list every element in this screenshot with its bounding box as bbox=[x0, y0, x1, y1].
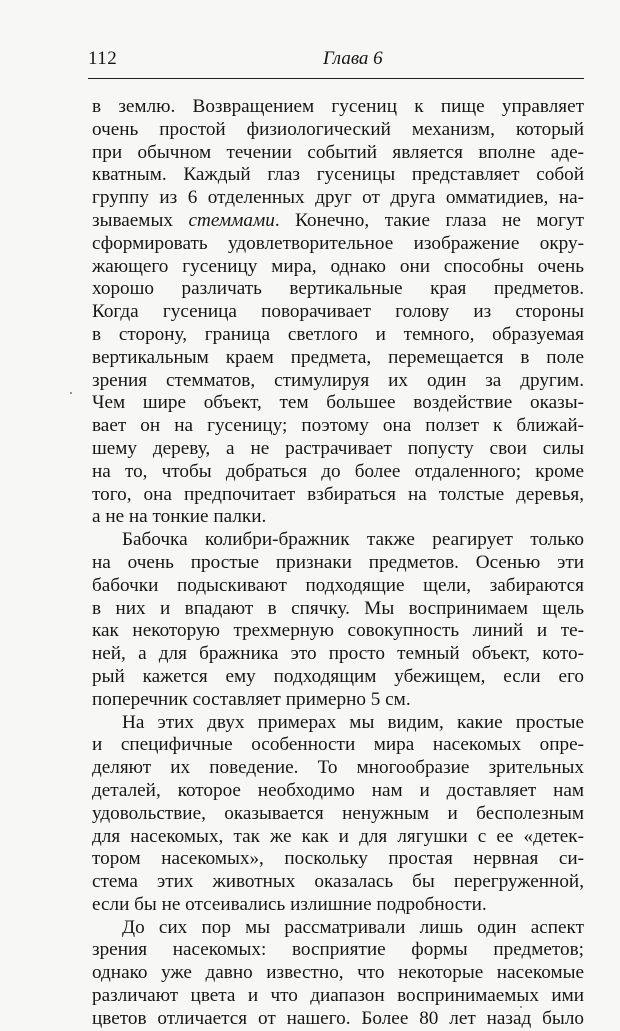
text-line: как некоторую трехмерную совокупность линий и те- bbox=[92, 620, 584, 642]
text-line: того, она предпочитает взбираться на толстые деревья, bbox=[92, 483, 584, 505]
text-line: в землю. Возвращением гусениц к пище управляет bbox=[92, 96, 584, 117]
chapter-title: Глава 6 bbox=[323, 48, 383, 69]
text-line: при обычном течении событий является вполне аде- bbox=[92, 141, 584, 163]
running-header bbox=[88, 48, 584, 74]
text-line: На этих двух примерах мы видим, какие простые bbox=[122, 711, 584, 733]
text-line: тором насекомых», поскольку простая нервная си- bbox=[92, 848, 584, 870]
text-line: а не на тонкие палки. bbox=[92, 506, 267, 528]
text-line: и специфичные особенности мира насекомых опре- bbox=[92, 734, 584, 756]
text-line: для насекомых, так же как и для лягушки с ее «детек- bbox=[92, 825, 584, 847]
body-text bbox=[92, 96, 584, 1031]
text-line: деляют их поведение. То многообразие зрительных bbox=[92, 757, 584, 779]
text-line: группу из 6 отделенных друг от друга омматидиев, на- bbox=[92, 187, 584, 209]
text-line: зрения насекомых: восприятие формы предметов; bbox=[92, 939, 584, 961]
text-line: бабочки подыскивают подходящие щели, забираются bbox=[92, 574, 584, 596]
text-line: хорошо различать вертикальные края предметов. bbox=[92, 278, 584, 300]
text-line: зываемых стеммами. Конечно, такие глаза не могут bbox=[92, 209, 584, 231]
text-line: удовольствие, оказывается ненужным и бесполезным bbox=[92, 802, 584, 824]
text-line: различают цвета и что диапазон воспринимаемых ими bbox=[92, 985, 584, 1007]
header-rule bbox=[88, 78, 584, 79]
text-line: сформировать удовлетворительное изображение окру- bbox=[92, 232, 584, 254]
text-line: зрения стемматов, стимулируя их один за другим. bbox=[92, 369, 584, 391]
text-line: в сторону, граница светлого и темного, образуемая bbox=[92, 323, 584, 345]
text-line: если бы не отсеивались излишние подробности. bbox=[92, 893, 487, 915]
text-line: вертикальным краем предмета, перемещается в поле bbox=[92, 346, 584, 368]
text-line: Когда гусеница поворачивает голову из стороны bbox=[92, 301, 584, 323]
italic-term: стеммами bbox=[188, 209, 275, 231]
page-number: 112 bbox=[88, 48, 118, 69]
text-line: вает он на гусеницу; поэтому она ползет к ближай- bbox=[92, 415, 584, 437]
text-line: кватным. Каждый глаз гусеницы представляет собой bbox=[92, 164, 584, 186]
text-line: поперечник составляет примерно 5 см. bbox=[92, 688, 411, 710]
text-line: однако уже давно известно, что некоторые насекомые bbox=[92, 962, 584, 984]
text-line: стема этих животных оказалась бы перегруженной, bbox=[92, 871, 584, 893]
text-line: шему дереву, а не растрачивает попусту свои силы bbox=[92, 437, 584, 459]
text-line: ней, а для бражника это просто темный объект, кото- bbox=[92, 643, 584, 665]
text-line: деталей, которое необходимо нам и доставляет нам bbox=[92, 779, 584, 801]
text-line: на то, чтобы добраться до более отдаленного; кроме bbox=[92, 460, 584, 482]
text-line: Бабочка колибри-бражник также реагирует только bbox=[122, 529, 584, 551]
scan-speck bbox=[520, 1006, 522, 1008]
text-line: До сих пор мы рассматривали лишь один аспект bbox=[122, 916, 584, 938]
text-line: в них и впадают в спячку. Мы воспринимаем щель bbox=[92, 597, 584, 619]
text-line: рый кажется ему подходящим убежищем, если его bbox=[92, 665, 584, 687]
text-line: на очень простые признаки предметов. Осенью эти bbox=[92, 551, 584, 573]
text-line: Чем шире объект, тем большее воздействие оказы- bbox=[92, 392, 584, 414]
text-line: цветов отличается от нашего. Более 80 лет назад было bbox=[92, 1007, 584, 1029]
text-line: очень простой физиологический механизм, который bbox=[92, 118, 584, 140]
text-line: жающего гусеницу мира, однако они способны очень bbox=[92, 255, 584, 277]
scan-speck bbox=[70, 392, 72, 394]
